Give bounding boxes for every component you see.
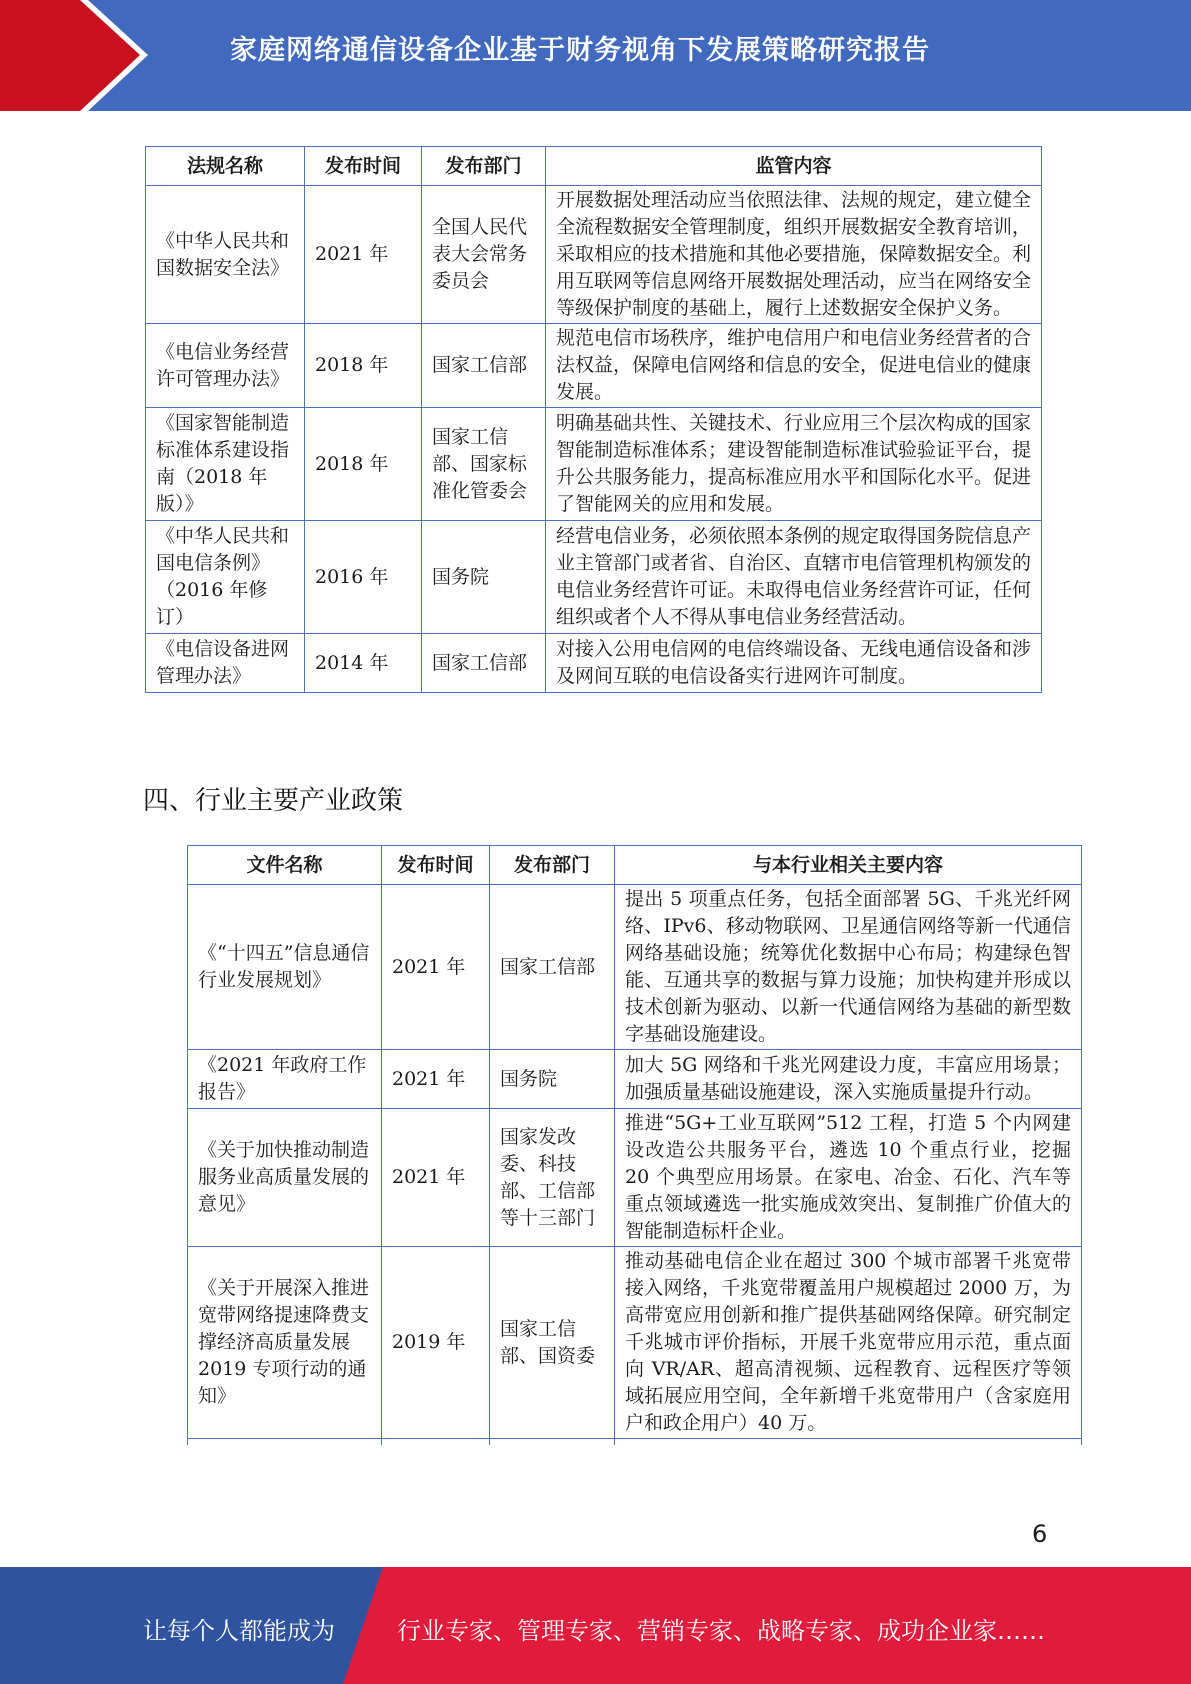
regulation-content: 开展数据处理活动应当依照法律、法规的规定，建立健全全流程数据安全管理制度，组织开展数据安全教育培训，采取相应的技术措施和其他必要措施，保障数据安全。利用互联网等信息网络开展数据处理活动，应当在网络安全等级保护制度的基础上，履行上述数据安全保护义务。	[546, 186, 1042, 324]
table-row	[146, 634, 1042, 693]
regulation-dept: 国家工信部、国家标准化管委会	[422, 408, 546, 521]
regulation-year: 2016 年	[305, 521, 422, 634]
table-row	[146, 186, 1042, 324]
regulation-dept: 国家工信部	[422, 634, 546, 693]
table-row	[146, 521, 1042, 634]
column-header: 发布部门	[490, 846, 615, 885]
regulation-content: 明确基础共性、关键技术、行业应用三个层次构成的国家智能制造标准体系；建设智能制造标准试验验证平台，提升公共服务能力，提高标准应用水平和国际化水平。促进了智能网关的应用和发展。	[546, 408, 1042, 521]
table-row	[146, 324, 1042, 408]
page-number: 6	[1032, 1520, 1048, 1548]
report-title: 家庭网络通信设备企业基于财务视角下发展策略研究报告	[230, 35, 930, 66]
regulation-year: 2021 年	[305, 186, 422, 324]
policy-content: 推进“5G+工业互联网”512 工程，打造 5 个内网建设改造公共服务平台，遴选 10 个重点行业，挖掘 20 个典型应用场景。在家电、冶金、石化、汽车等重点领域遴选一批实施成效突出、复制推广价值大的智能制造标杆企业。	[615, 1109, 1082, 1247]
footer-slogan-left: 让每个人都能成为	[143, 1617, 335, 1645]
regulation-name: 《电信业务经营许可管理办法》	[146, 324, 305, 408]
regulation-dept: 国务院	[422, 521, 546, 634]
header-banner	[0, 0, 1191, 111]
policy-name: 《2021 年政府工作报告》	[188, 1050, 382, 1109]
policy-name: 《“十四五”信息通信行业发展规划》	[188, 885, 382, 1050]
regulation-name: 《中华人民共和国电信条例》（2016 年修订）	[146, 521, 305, 634]
column-header: 法规名称	[146, 147, 305, 186]
regulation-year: 2018 年	[305, 408, 422, 521]
table-continuation-row	[188, 1439, 1082, 1446]
regulation-year: 2018 年	[305, 324, 422, 408]
policy-name: 《关于开展深入推进宽带网络提速降费支撑经济高质量发展2019 专项行动的通知》	[188, 1247, 382, 1439]
policy-dept: 国家工信部、国资委	[490, 1247, 615, 1439]
policy-year: 2021 年	[382, 1050, 490, 1109]
regulation-year: 2014 年	[305, 634, 422, 693]
policy-content: 提出 5 项重点任务，包括全面部署 5G、千兆光纤网络、IPv6、移动物联网、卫星通信网络等新一代通信网络基础设施；统筹优化数据中心布局；构建绿色智能、互通共享的数据与算力设施；加快构建并形成以技术创新为驱动、以新一代通信网络为基础的新型数字基础设施建设。	[615, 885, 1082, 1050]
column-header: 发布时间	[382, 846, 490, 885]
policy-dept: 国家工信部	[490, 885, 615, 1050]
policy-year: 2021 年	[382, 885, 490, 1050]
regulation-name: 《中华人民共和国数据安全法》	[146, 186, 305, 324]
regulation-content: 经营电信业务，必须依照本条例的规定取得国务院信息产业主管部门或者省、自治区、直辖市电信管理机构颁发的电信业务经营许可证。未取得电信业务经营许可证，任何组织或者个人不得从事电信业务经营活动。	[546, 521, 1042, 634]
policies-table	[187, 845, 1082, 1445]
table-row	[146, 408, 1042, 521]
table-header-row	[146, 147, 1042, 186]
policy-dept: 国务院	[490, 1050, 615, 1109]
table-row	[188, 885, 1082, 1050]
footer-slogan-right: 行业专家、管理专家、营销专家、战略专家、成功企业家……	[397, 1617, 1045, 1645]
regulation-dept: 国家工信部	[422, 324, 546, 408]
column-header: 与本行业相关主要内容	[615, 846, 1082, 885]
table-row	[188, 1109, 1082, 1247]
column-header: 发布时间	[305, 147, 422, 186]
policy-content: 加大 5G 网络和千兆光网建设力度，丰富应用场景；加强质量基础设施建设，深入实施质量提升行动。	[615, 1050, 1082, 1109]
table-row	[188, 1247, 1082, 1439]
regulation-content: 对接入公用电信网的电信终端设备、无线电通信设备和涉及网间互联的电信设备实行进网许可制度。	[546, 634, 1042, 693]
regulation-dept: 全国人民代表大会常务委员会	[422, 186, 546, 324]
regulation-name: 《电信设备进网管理办法》	[146, 634, 305, 693]
section-heading: 四、行业主要产业政策	[143, 786, 404, 816]
policy-name: 《关于加快推动制造服务业高质量发展的意见》	[188, 1109, 382, 1247]
table-header-row	[188, 846, 1082, 885]
regulation-content: 规范电信市场秩序，维护电信用户和电信业务经营者的合法权益，保障电信网络和信息的安全，促进电信业的健康发展。	[546, 324, 1042, 408]
policy-year: 2019 年	[382, 1247, 490, 1439]
policy-content: 推动基础电信企业在超过 300 个城市部署千兆宽带接入网络，千兆宽带覆盖用户规模超过 2000 万，为高带宽应用创新和推广提供基础网络保障。研究制定千兆城市评价指标，开展千兆宽带应用示范，重点面向 VR/AR、超高清视频、远程教育、远程医疗等领域拓展应用空间，全年新增千兆宽带用户（含家庭用户和政企用户）40 万。	[615, 1247, 1082, 1439]
column-header: 发布部门	[422, 147, 546, 186]
table-row	[188, 1050, 1082, 1109]
policy-dept: 国家发改委、科技部、工信部等十三部门	[490, 1109, 615, 1247]
regulations-table	[145, 146, 1042, 693]
column-header: 文件名称	[188, 846, 382, 885]
regulation-name: 《国家智能制造标准体系建设指南（2018 年版）》	[146, 408, 305, 521]
column-header: 监管内容	[546, 147, 1042, 186]
policy-year: 2021 年	[382, 1109, 490, 1247]
footer-banner	[0, 1567, 1191, 1684]
